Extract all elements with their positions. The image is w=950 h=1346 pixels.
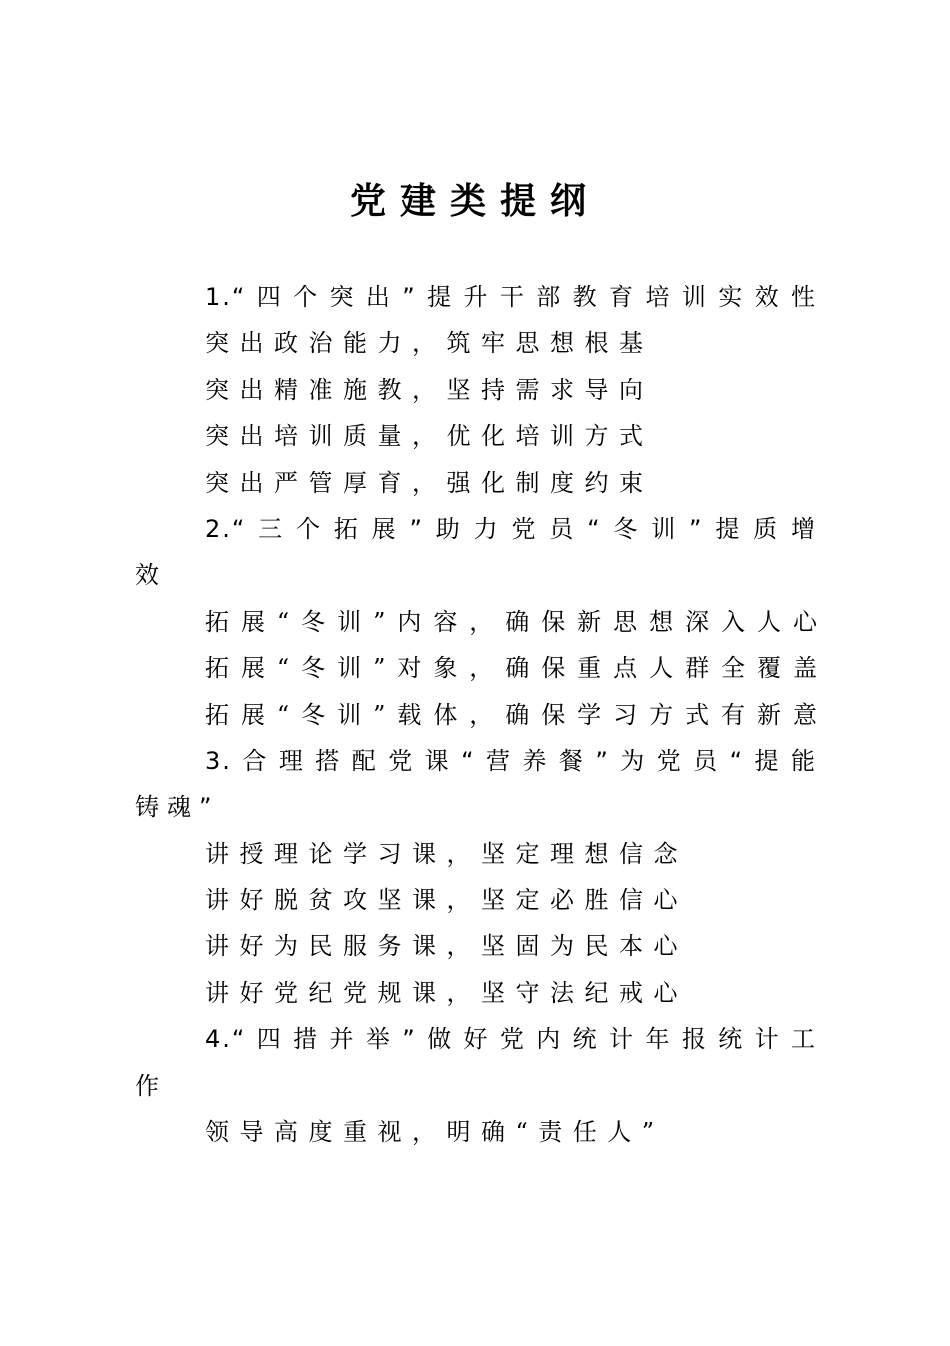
outline-item: 讲授理论学习课，坚定理想信念 [205,839,688,868]
outline-item: 拓展“冬训”载体，确保学习方式有新意 [205,700,817,729]
outline-item: 讲好党纪党规课，坚守法纪戒心 [205,978,688,1007]
outline-item: 拓展“冬训”内容，确保新思想深入人心 [205,607,817,636]
section-heading-4: 4.“四措并举”做好党内统计年报统计工 [205,1025,817,1054]
outline-item: 突出严管厚育，强化制度约束 [205,468,654,497]
outline-item: 讲好为民服务课，坚固为民本心 [205,932,688,961]
outline-body [135,274,817,1155]
section-heading-continuation: 铸魂” [135,793,220,822]
outline-item: 突出精准施教，坚持需求导向 [205,375,654,404]
section-heading-continuation: 作 [135,1071,167,1100]
outline-item: 突出政治能力，筑牢思想根基 [205,329,654,358]
outline-item: 讲好脱贫攻坚课，坚定必胜信心 [205,886,688,915]
outline-item: 领导高度重视，明确“责任人” [205,1118,665,1147]
outline-item: 突出培训质量，优化培训方式 [205,422,654,451]
section-heading-continuation: 效 [135,561,167,590]
outline-item: 拓展“冬训”对象，确保重点人群全覆盖 [205,654,817,683]
section-heading-3: 3.合理搭配党课“营养餐”为党员“提能 [205,746,817,775]
document-title: 党建类提纲 [349,180,600,222]
section-heading-2: 2.“三个拓展”助力党员“冬训”提质增 [205,514,817,543]
section-heading-1: 1.“四个突出”提升干部教育培训实效性 [205,283,817,311]
